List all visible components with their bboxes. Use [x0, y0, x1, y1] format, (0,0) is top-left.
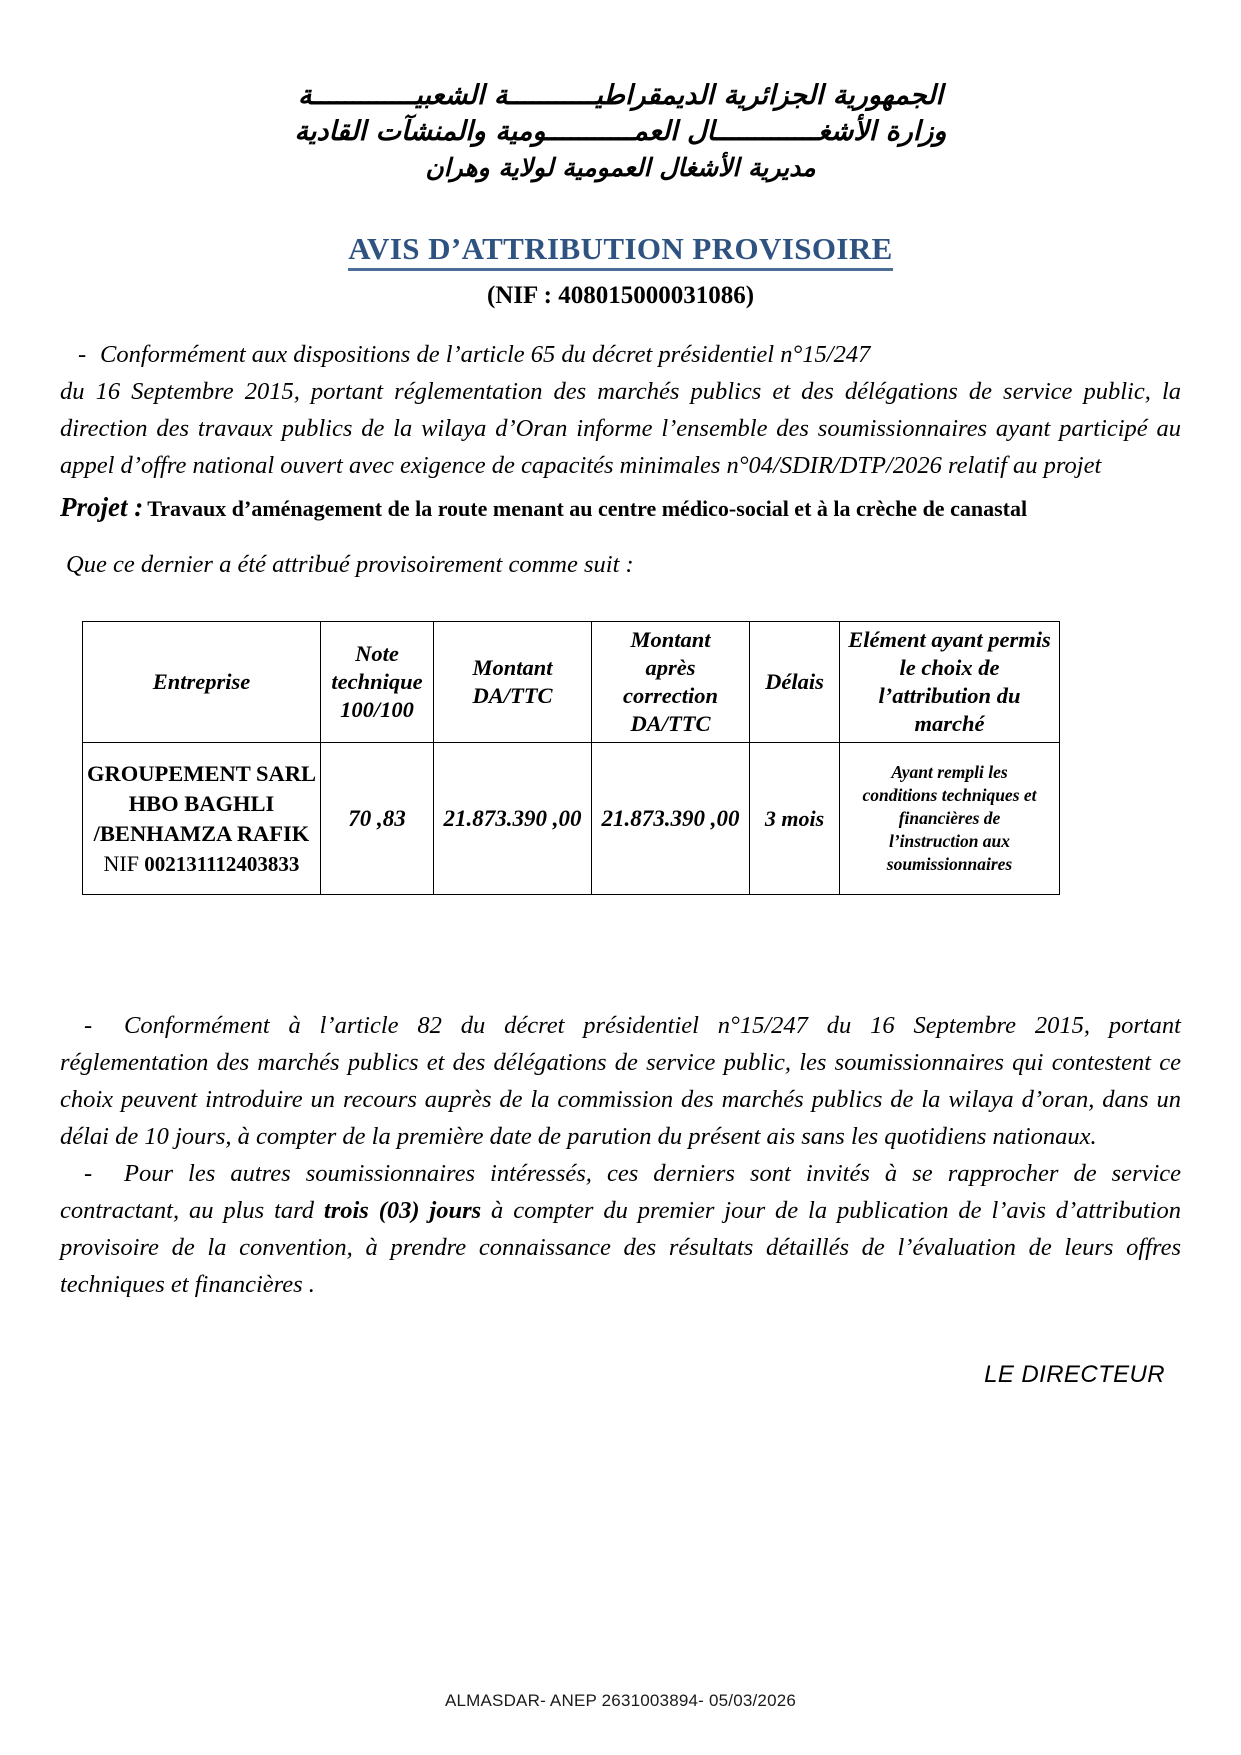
th-note-technique: [321, 622, 434, 743]
element-line-3: financières de: [898, 808, 1001, 828]
th-note-line-2: technique: [331, 669, 423, 694]
closing-paragraph-2: [60, 1155, 1181, 1303]
th-montant-correction: [592, 622, 750, 743]
th-entreprise: Entreprise: [83, 622, 321, 743]
closing-paragraph-2-text-a: Pour les autres soumissionnaires intéressés, ces derniers sont invités à se rapprocher de service contractant, au plus tard: [60, 1160, 1181, 1224]
th-note-line-3: 100/100: [340, 697, 414, 722]
element-line-1: Ayant rempli les: [891, 762, 1008, 782]
th-note-line-1: Note: [355, 641, 399, 666]
cell-entreprise: [83, 743, 321, 895]
entreprise-nif-label: NIF: [103, 850, 139, 876]
table-row: [83, 743, 1060, 895]
title-block: [60, 232, 1181, 271]
projet-row: [60, 492, 1181, 523]
element-line-2: conditions techniques et: [862, 785, 1037, 805]
arabic-header: [60, 0, 1181, 186]
th-montant-line-2: DA/TTC: [472, 683, 553, 708]
entreprise-nif-value: 002131112403833: [144, 851, 300, 876]
arabic-header-line-1: الجمهورية الجزائرية الديمقراطيـــــــــــة الشعبيـــــــــــــة: [298, 80, 943, 111]
nif-subtitle: (NIF : 408015000031086): [486, 282, 755, 309]
intro-paragraph-rest: du 16 Septembre 2015, portant réglementation des marchés publics et des délégations de service public, la direction des travaux publics de la wilaya d’Oran informe l’ensemble des soumissionnaires ayant participé au appel d’offre national ouvert avec exigence de capacités minimales n°04/SDIR/DTP/2026 relatif au projet: [60, 378, 1181, 479]
entreprise-line-1: GROUPEMENT SARL: [87, 760, 316, 786]
intro-dash: -: [78, 341, 87, 368]
th-montant: [434, 622, 592, 743]
th-montant-corr-line-4: DA/TTC: [630, 711, 711, 736]
element-line-4: l’instruction aux: [888, 831, 1011, 851]
element-line-5: soumissionnaires: [886, 854, 1013, 874]
intro-first-line: [60, 336, 1181, 373]
award-table: [82, 621, 1060, 895]
projet-label: Projet :: [60, 492, 144, 522]
arabic-header-line-2: وزارة الأشغـــــــــــــال العمـــــــــــومية والمنشآت القادية: [294, 116, 947, 147]
th-montant-corr-line-2: après: [645, 655, 696, 680]
attribution-lead-line: Que ce dernier a été attribué provisoirement comme suit :: [66, 551, 634, 578]
th-element-line-1: Elément ayant permis: [848, 627, 1051, 652]
entreprise-nif: [87, 849, 316, 879]
cell-element: [840, 743, 1060, 895]
intro-block: [60, 336, 1181, 484]
intro-line-1: Conformément aux dispositions de l’article 65 du décret présidentiel n°15/247: [100, 341, 871, 368]
closing-paragraph-2-text-b: à compter du premier jour de la publication de l’avis d’attribution provisoire de la convention, à prendre connaissance des résultats détaillés de l’évaluation de leurs offres techniques et financières .: [60, 1197, 1181, 1298]
th-element: [840, 622, 1060, 743]
cell-montant: 21.873.390 ,00: [434, 743, 592, 895]
th-element-line-3: l’attribution du: [878, 683, 1021, 708]
table-header-row: [83, 622, 1060, 743]
page-title: AVIS D’ATTRIBUTION PROVISOIRE: [348, 232, 892, 271]
projet-text: Travaux d’aménagement de la route menant au centre médico-social et à la crèche de canastal: [147, 496, 1028, 521]
cell-delais: 3 mois: [750, 743, 840, 895]
th-element-line-2: le choix de: [899, 655, 1000, 680]
closing-paragraph-1-text: Conformément à l’article 82 du décret présidentiel n°15/247 du 16 Septembre 2015, portant réglementation des marchés publics et des délégations de service public, les soumissionnaires qui contestent ce choix peuvent introduire un recours auprès de la commission des marchés publics de la wilaya d’oran, dans un délai de 10 jours, à compter de la première date de parution du présent ais sans les quotidiens nationaux.: [60, 1012, 1181, 1150]
page-footer: ALMASDAR- ANEP 2631003894- 05/03/2026: [444, 1691, 797, 1710]
th-element-line-4: marché: [914, 711, 985, 736]
entreprise-line-2: HBO BAGHLI: [128, 790, 275, 816]
closing-paragraph-1: [60, 1007, 1181, 1155]
th-delais: Délais: [750, 622, 840, 743]
arabic-header-line-3: مديرية الأشغال العمومية لولاية وهران: [425, 153, 816, 182]
closing-dash-1: -: [84, 1012, 93, 1039]
th-montant-line-1: Montant: [472, 655, 553, 680]
closing-dash-2: -: [84, 1160, 93, 1187]
th-montant-corr-line-3: correction: [623, 683, 718, 708]
closing-paragraph-2-emphasis: trois (03) jours: [323, 1197, 482, 1224]
closing-block: [60, 1007, 1181, 1303]
entreprise-line-3: /BENHAMZA RAFIK: [93, 820, 310, 846]
signature-block: LE DIRECTEUR: [984, 1361, 1165, 1388]
cell-note-technique: 70 ,83: [321, 743, 434, 895]
th-montant-corr-line-1: Montant: [630, 627, 711, 652]
cell-montant-correction: 21.873.390 ,00: [592, 743, 750, 895]
